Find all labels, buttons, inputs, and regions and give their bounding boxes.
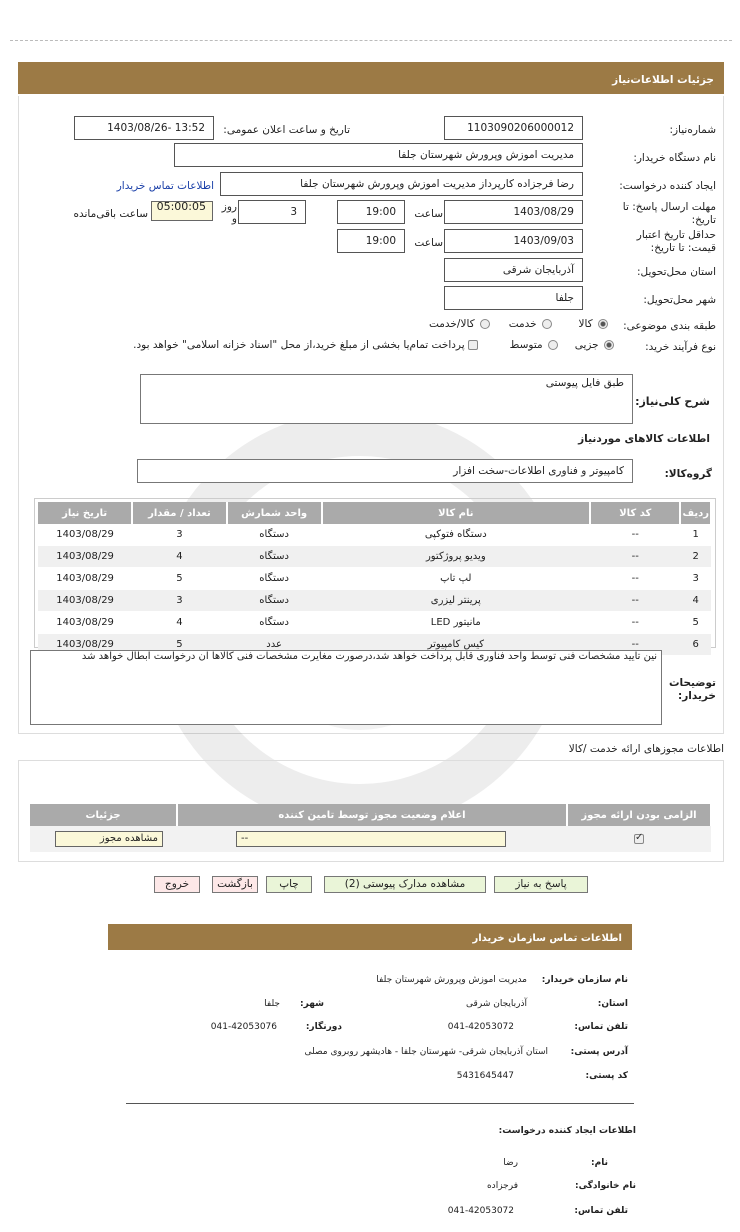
item-name-cell: لپ تاپ (322, 568, 591, 590)
buyer-notes-label: توضیحات خریدار: (668, 677, 716, 702)
deadline-label: مهلت ارسال پاسخ: تا تاریخ: (622, 201, 716, 226)
contact-org-label: نام سازمان خریدار: (541, 975, 628, 985)
creator-last-name: فرجزاده (486, 1181, 518, 1191)
row-number-cell: 2 (680, 546, 711, 568)
table-row (38, 546, 711, 568)
days-field: 3 (238, 200, 306, 224)
col-row: ردیف (680, 502, 711, 524)
treasury-payment-option[interactable]: پرداخت تمام‌یا بخشی از مبلغ خرید،از محل "اسناد خزانه اسلامی" خواهد بود. (133, 339, 478, 351)
goods-table (38, 502, 712, 656)
need-date-cell: 1403/08/29 (38, 612, 132, 634)
item-code-cell: -- (590, 524, 680, 546)
quantity-cell: 4 (132, 612, 227, 634)
back-button[interactable]: بازگشت (212, 876, 258, 893)
item-name-cell: ویدیو پروژکتور (322, 546, 591, 568)
description-field: طبق فایل پیوستی (140, 374, 633, 424)
unit-cell: دستگاه (227, 524, 322, 546)
contact-city-label: شهر: (300, 999, 324, 1009)
contact-phone-label: تلفن تماس: (574, 1022, 628, 1032)
creator-first-name-label: نام: (591, 1158, 608, 1168)
validity-time-field: 19:00 (337, 229, 405, 253)
item-code-cell: -- (590, 546, 680, 568)
col-date: تاریخ نیاز (38, 502, 132, 524)
goods-group-field: کامپیوتر و فناوری اطلاعات-سخت افزار (137, 459, 633, 483)
contact-address: استان آذربایجان شرقی- شهرستان جلفا - هادیشهر روبروی مصلی (304, 1047, 548, 1057)
reply-button[interactable]: پاسخ به نیاز (494, 876, 588, 893)
item-code-cell: -- (590, 612, 680, 634)
creator-phone-label: تلفن تماس: (574, 1206, 628, 1216)
contact-city: جلفا (264, 999, 280, 1009)
remaining-label: ساعت باقی‌مانده (73, 208, 148, 220)
goods-section-title: اطلاعات کالاهای موردنیاز (578, 433, 710, 445)
table-row (38, 568, 711, 590)
exit-button[interactable]: خروج (154, 876, 200, 893)
item-code-cell: -- (590, 568, 680, 590)
contact-province: آذربایجان شرقی (466, 999, 527, 1009)
row-number-cell: 3 (680, 568, 711, 590)
remaining-time-field: 05:00:05 (151, 201, 213, 221)
creator-label: ایجاد کننده درخواست: (619, 180, 716, 192)
need-date-cell: 1403/08/29 (38, 524, 132, 546)
col-qty: تعداد / مقدار (132, 502, 227, 524)
permit-details-cell (30, 826, 177, 852)
buyer-org-field: مدیریت اموزش وپرورش شهرستان جلفا (174, 143, 583, 167)
item-code-cell: -- (590, 590, 680, 612)
item-name-cell: مانیتور LED (322, 612, 591, 634)
radio-medium-icon[interactable] (548, 340, 558, 350)
creator-last-name-label: نام خانوادگی: (574, 1181, 636, 1191)
province-label: استان محل‌تحویل: (636, 266, 716, 278)
deadline-date-field: 1403/08/29 (444, 200, 583, 224)
deadline-time-label: ساعت (414, 208, 443, 220)
contact-province-label: استان: (597, 999, 628, 1009)
announce-field: 1403/08/26- 13:52 (74, 116, 214, 140)
radio-service-icon[interactable] (542, 319, 552, 329)
table-row (38, 590, 711, 612)
need-date-cell: 1403/08/29 (38, 568, 132, 590)
need-date-cell: 1403/08/29 (38, 546, 132, 568)
item-name-cell: پرینتر لیزری (322, 590, 591, 612)
item-code-cell: -- (590, 634, 680, 656)
contact-divider (126, 1103, 634, 1104)
category-label: طبقه بندی موضوعی: (623, 320, 716, 332)
city-label: شهر محل‌تحویل: (643, 294, 716, 306)
description-label: شرح کلی‌نیاز: (635, 395, 710, 408)
row-number-cell: 4 (680, 590, 711, 612)
validity-time-label: ساعت (414, 237, 443, 249)
category-option-goods[interactable]: کالا (578, 318, 610, 330)
page-title: جزئیات اطلاعات‌نیاز (18, 62, 724, 94)
view-permit-button[interactable]: مشاهده مجوز (55, 831, 163, 847)
row-number-cell: 5 (680, 612, 711, 634)
permit-col-details: جزئیات (30, 804, 177, 826)
quantity-cell: 5 (132, 568, 227, 590)
row-number-cell: 6 (680, 634, 711, 656)
creator-info-title: اطلاعات ایجاد کننده درخواست: (498, 1126, 636, 1136)
process-option-medium[interactable]: متوسط (510, 339, 560, 351)
table-row (38, 612, 711, 634)
permit-required-checkbox[interactable] (634, 834, 644, 844)
contact-fax: 041-42053076 (210, 1022, 277, 1032)
row-number-cell: 1 (680, 524, 711, 546)
item-name-cell: کیس کامپیوتر (322, 634, 591, 656)
permit-col-status: اعلام وضعیت مجوز توسط تامین کننده (177, 804, 567, 826)
announce-label: تاریخ و ساعت اعلان عمومی: (223, 124, 350, 136)
deadline-time-field: 19:00 (337, 200, 405, 224)
permit-required-cell (567, 826, 711, 852)
radio-both-icon[interactable] (480, 319, 490, 329)
process-label: نوع فرآیند خرید: (645, 341, 716, 353)
unit-cell: دستگاه (227, 568, 322, 590)
table-row (38, 524, 711, 546)
buyer-notes-field: نین تایید مشخصات فنی توسط واحد فناوری قابل پرداخت خواهد شد،درصورت مغایرت مشخصات فنی کالاها آن درخواست ابطال خواهد شد (30, 650, 662, 725)
goods-group-label: گروه‌کالا: (664, 468, 712, 480)
contact-phone: 041-42053072 (447, 1022, 514, 1032)
treasury-checkbox-icon[interactable] (468, 340, 478, 350)
contact-address-label: آدرس پستی: (570, 1047, 628, 1057)
city-field: جلفا (444, 286, 583, 310)
buyer-org-label: نام دستگاه خریدار: (633, 152, 716, 164)
need-date-cell: 1403/08/29 (38, 634, 132, 656)
quantity-cell: 5 (132, 634, 227, 656)
permits-title: اطلاعات مجوزهای ارائه خدمت /کالا (568, 743, 724, 755)
contact-postal-label: کد پستی: (585, 1071, 628, 1081)
print-button[interactable]: چاپ (266, 876, 312, 893)
contact-postal: 5431645447 (456, 1071, 514, 1081)
validity-date-field: 1403/09/03 (444, 229, 583, 253)
radio-goods-icon[interactable] (598, 319, 608, 329)
validity-label: حداقل تاریخ اعتبار قیمت: تا تاریخ: (636, 229, 716, 254)
unit-cell: دستگاه (227, 612, 322, 634)
category-option-both[interactable]: کالا/خدمت (429, 318, 492, 330)
item-name-cell: دستگاه فتوکپی (322, 524, 591, 546)
attachments-button[interactable]: مشاهده مدارک پیوستی (2) (324, 876, 486, 893)
col-name: نام کالا (322, 502, 591, 524)
unit-cell: دستگاه (227, 590, 322, 612)
permit-status-cell (177, 826, 567, 852)
permits-table (30, 804, 712, 852)
quantity-cell: 4 (132, 546, 227, 568)
buyer-contact-link[interactable]: اطلاعات تماس خریدار (116, 180, 214, 192)
province-field: آذربایجان شرقی (444, 258, 583, 282)
quantity-cell: 3 (132, 590, 227, 612)
creator-field: رضا فرجزاده کارپرداز مدیریت اموزش وپرورش شهرستان جلفا (220, 172, 583, 196)
need-number-label: شماره‌نیاز: (669, 124, 716, 136)
creator-first-name: رضا (503, 1158, 518, 1168)
need-number-field: 1103090206000012 (444, 116, 583, 140)
process-option-minor[interactable]: جزیی (575, 339, 616, 351)
permit-status-field[interactable]: -- (236, 831, 506, 847)
contact-org: مدیریت اموزش وپرورش شهرستان جلفا (376, 975, 527, 985)
days-label: روز و (221, 201, 237, 225)
need-date-cell: 1403/08/29 (38, 590, 132, 612)
permit-col-required: الزامی بودن ارائه مجوز (567, 804, 711, 826)
col-unit: واحد شمارش (227, 502, 322, 524)
unit-cell: دستگاه (227, 546, 322, 568)
category-option-service[interactable]: خدمت (509, 318, 554, 330)
creator-phone: 041-42053072 (447, 1206, 514, 1216)
col-code: کد کالا (590, 502, 680, 524)
quantity-cell: 3 (132, 524, 227, 546)
contact-section-title: اطلاعات تماس سازمان خریدار (108, 924, 632, 950)
contact-fax-label: دورنگار: (305, 1022, 342, 1032)
top-divider (10, 40, 732, 41)
unit-cell: عدد (227, 634, 322, 656)
radio-minor-icon[interactable] (604, 340, 614, 350)
